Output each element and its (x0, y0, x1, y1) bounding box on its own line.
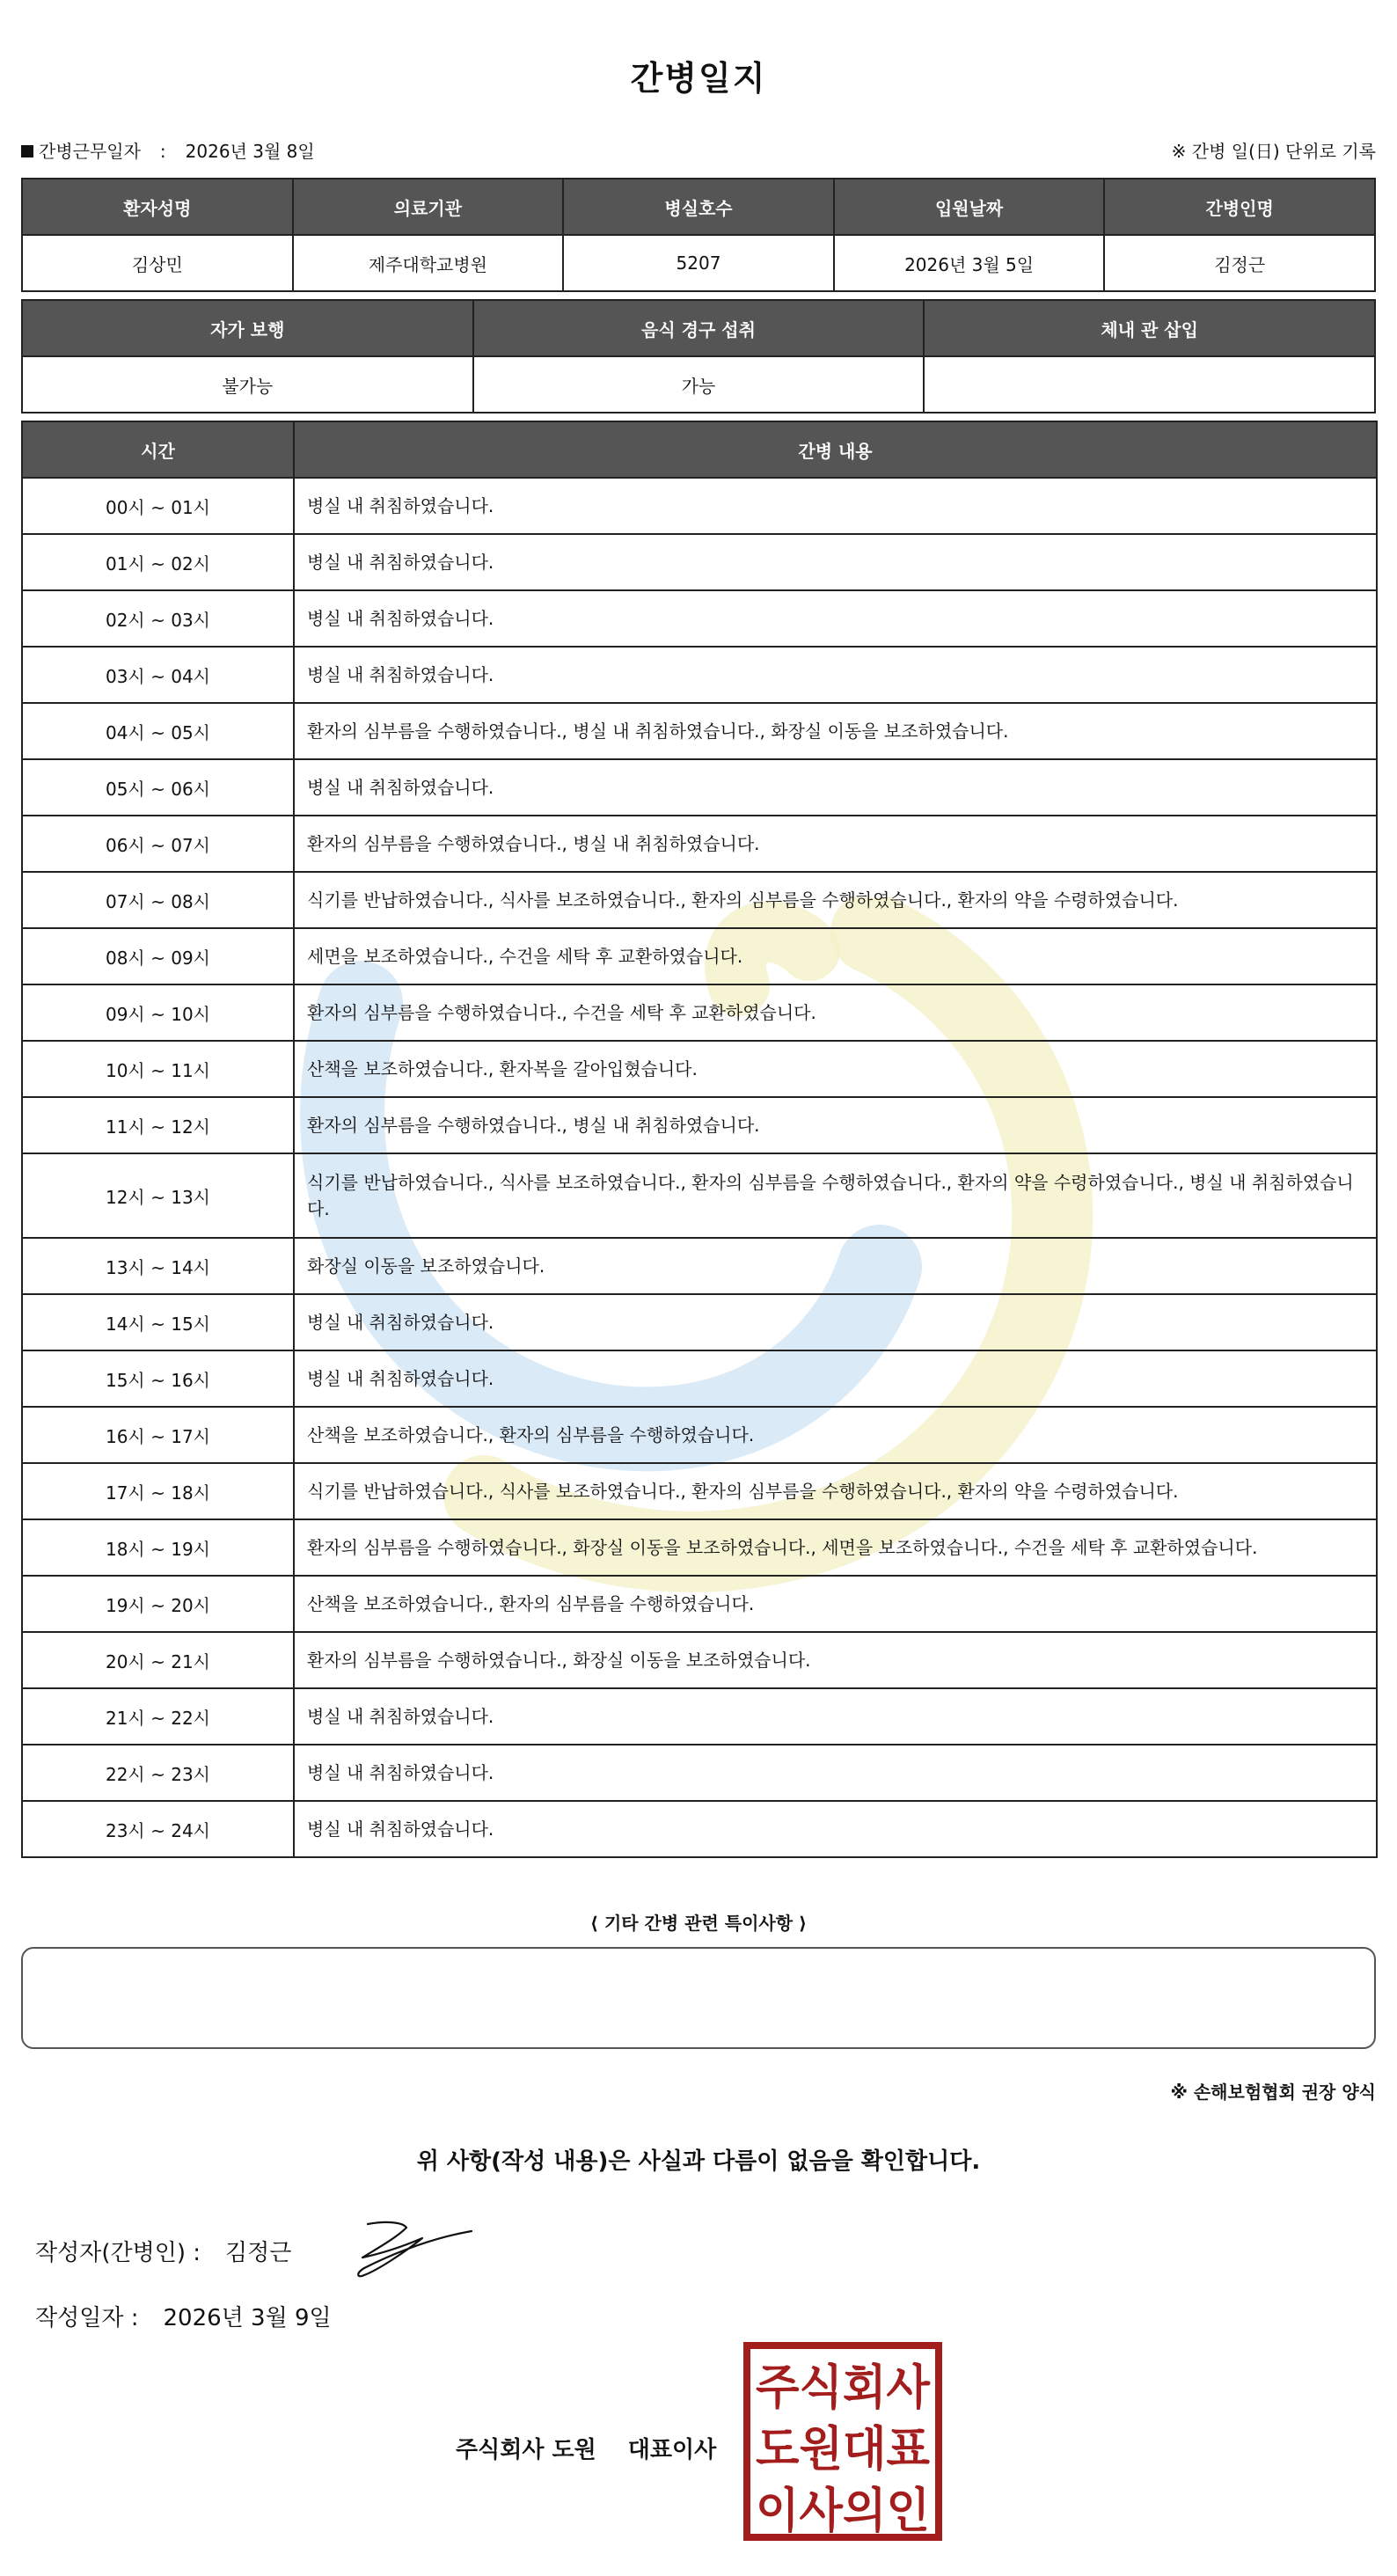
log-time: 04시 ~ 05시 (22, 703, 294, 759)
table-row (22, 1153, 1377, 1238)
header-care-content: 간병 내용 (294, 421, 1377, 478)
table-row (22, 1238, 1377, 1294)
patient-status-table (21, 299, 1376, 413)
table-row (22, 1745, 1377, 1801)
log-content: 병실 내 취침하였습니다. (294, 1294, 1377, 1350)
log-time: 19시 ~ 20시 (22, 1576, 294, 1632)
log-content: 식기를 반납하였습니다., 식사를 보조하였습니다., 환자의 심부름을 수행하였습니다., 환자의 약을 수령하였습니다. (294, 1463, 1377, 1519)
log-content: 병실 내 취침하였습니다. (294, 1801, 1377, 1857)
log-content: 병실 내 취침하였습니다. (294, 590, 1377, 647)
room-number: 5207 (563, 235, 834, 291)
log-time: 03시 ~ 04시 (22, 647, 294, 703)
self-walking-value: 불가능 (22, 356, 473, 413)
work-date-label: 간병근무일자 (39, 141, 141, 162)
table-row (22, 1463, 1377, 1519)
log-content: 화장실 이동을 보조하였습니다. (294, 1238, 1377, 1294)
header-patient-name: 환자성명 (22, 179, 293, 235)
log-content: 환자의 심부름을 수행하였습니다., 병실 내 취침하였습니다. (294, 1097, 1377, 1153)
log-time: 08시 ~ 09시 (22, 928, 294, 984)
log-time: 07시 ~ 08시 (22, 872, 294, 928)
svg-text:주식회사: 주식회사 (756, 2360, 931, 2415)
patient-status-header-row (22, 300, 1375, 356)
log-time: 11시 ~ 12시 (22, 1097, 294, 1153)
representative-title: 대표이사 (627, 2437, 717, 2463)
care-log-header-row (22, 421, 1377, 478)
table-row (22, 590, 1377, 647)
care-log-body (22, 478, 1377, 1857)
log-content: 병실 내 취침하였습니다. (294, 534, 1377, 590)
log-content: 환자의 심부름을 수행하였습니다., 화장실 이동을 보조하였습니다. (294, 1632, 1377, 1688)
write-date-label: 작성일자 : (35, 2305, 139, 2331)
log-content: 병실 내 취침하였습니다. (294, 1745, 1377, 1801)
log-content: 병실 내 취침하였습니다. (294, 478, 1377, 534)
writer-label: 작성자(간병인) : (35, 2240, 201, 2266)
log-time: 02시 ~ 03시 (22, 590, 294, 647)
table-row (22, 1350, 1377, 1407)
patient-info-table (21, 178, 1376, 292)
table-row (22, 478, 1377, 534)
special-notes-box (21, 1947, 1376, 2049)
log-time: 21시 ~ 22시 (22, 1688, 294, 1745)
log-content: 산책을 보조하였습니다., 환자의 심부름을 수행하였습니다. (294, 1576, 1377, 1632)
svg-text:도원대표: 도원대표 (756, 2421, 930, 2477)
writer-name: 김정근 (225, 2240, 292, 2266)
caregiver-name: 김정근 (1104, 235, 1375, 291)
log-time: 09시 ~ 10시 (22, 984, 294, 1041)
log-time: 16시 ~ 17시 (22, 1407, 294, 1463)
table-row (22, 534, 1377, 590)
log-time: 20시 ~ 21시 (22, 1632, 294, 1688)
log-time: 10시 ~ 11시 (22, 1041, 294, 1097)
special-notes-label: ⟨ 기타 간병 관련 특이사항 ⟩ (589, 1913, 808, 1934)
table-row (22, 984, 1377, 1041)
log-time: 17시 ~ 18시 (22, 1463, 294, 1519)
log-time: 12시 ~ 13시 (22, 1153, 294, 1238)
log-content: 병실 내 취침하였습니다. (294, 647, 1377, 703)
log-time: 13시 ~ 14시 (22, 1238, 294, 1294)
table-row (22, 1688, 1377, 1745)
header-tube-insertion: 체내 관 삽입 (924, 300, 1375, 356)
table-row (22, 1576, 1377, 1632)
table-row (22, 703, 1377, 759)
hospital-name: 제주대학교병원 (293, 235, 564, 291)
header-hospital: 의료기관 (293, 179, 564, 235)
patient-status-value-row (22, 356, 1375, 413)
writer-line (35, 2235, 291, 2267)
log-content: 환자의 심부름을 수행하였습니다., 화장실 이동을 보조하였습니다., 세면을 보조하였습니다., 수건을 세탁 후 교환하였습니다. (294, 1519, 1377, 1576)
log-content: 환자의 심부름을 수행하였습니다., 수건을 세탁 후 교환하였습니다. (294, 984, 1377, 1041)
patient-info-header-row (22, 179, 1375, 235)
header-self-walking: 자가 보행 (22, 300, 473, 356)
write-date-line (35, 2300, 332, 2332)
table-row (22, 928, 1377, 984)
log-time: 01시 ~ 02시 (22, 534, 294, 590)
confirm-statement: 위 사항(작성 내용)은 사실과 다름이 없음을 확인합니다. (416, 2148, 981, 2175)
recommend-note: ※ 손해보험협회 권장 양식 (1170, 2082, 1376, 2103)
table-row (22, 1294, 1377, 1350)
tube-insertion-value (924, 356, 1375, 413)
patient-name: 김상민 (22, 235, 293, 291)
table-row (22, 816, 1377, 872)
unit-note: ※ 간병 일(日) 단위로 기록 (1171, 141, 1376, 162)
header-room-number: 병실호수 (563, 179, 834, 235)
header-time: 시간 (22, 421, 294, 478)
table-row (22, 759, 1377, 816)
signature-icon (352, 2217, 475, 2280)
log-content: 식기를 반납하였습니다., 식사를 보조하였습니다., 환자의 심부름을 수행하였습니다., 환자의 약을 수령하였습니다. (294, 872, 1377, 928)
work-date-line (21, 137, 315, 163)
company-name: 주식회사 도원 (456, 2437, 596, 2463)
work-date-value: 2026년 3월 8일 (185, 141, 315, 162)
table-row (22, 1632, 1377, 1688)
log-content: 병실 내 취침하였습니다. (294, 759, 1377, 816)
table-row (22, 1041, 1377, 1097)
log-content: 병실 내 취침하였습니다. (294, 1688, 1377, 1745)
log-content: 병실 내 취침하였습니다. (294, 1350, 1377, 1407)
log-content: 식기를 반납하였습니다., 식사를 보조하였습니다., 환자의 심부름을 수행하였습니다., 환자의 약을 수령하였습니다., 병실 내 취침하였습니다. (294, 1153, 1377, 1238)
log-content: 산책을 보조하였습니다., 환자의 심부름을 수행하였습니다. (294, 1407, 1377, 1463)
table-row (22, 647, 1377, 703)
oral-intake-value: 가능 (473, 356, 925, 413)
header-oral-intake: 음식 경구 섭취 (473, 300, 925, 356)
log-content: 환자의 심부름을 수행하였습니다., 병실 내 취침하였습니다., 화장실 이동을 보조하였습니다. (294, 703, 1377, 759)
admission-date: 2026년 3월 5일 (834, 235, 1105, 291)
work-date-separator: : (159, 141, 166, 162)
log-content: 산책을 보조하였습니다., 환자복을 갈아입혔습니다. (294, 1041, 1377, 1097)
log-time: 14시 ~ 15시 (22, 1294, 294, 1350)
log-time: 06시 ~ 07시 (22, 816, 294, 872)
log-time: 22시 ~ 23시 (22, 1745, 294, 1801)
table-row (22, 872, 1377, 928)
table-row (22, 1801, 1377, 1857)
document-title: 간병일지 (630, 59, 767, 98)
log-time: 00시 ~ 01시 (22, 478, 294, 534)
table-row (22, 1407, 1377, 1463)
log-time: 18시 ~ 19시 (22, 1519, 294, 1576)
company-line (456, 2432, 716, 2464)
log-content: 환자의 심부름을 수행하였습니다., 병실 내 취침하였습니다. (294, 816, 1377, 872)
log-content: 세면을 보조하였습니다., 수건을 세탁 후 교환하였습니다. (294, 928, 1377, 984)
header-admission-date: 입원날짜 (834, 179, 1105, 235)
log-time: 23시 ~ 24시 (22, 1801, 294, 1857)
table-row (22, 1519, 1377, 1576)
header-caregiver-name: 간병인명 (1104, 179, 1375, 235)
write-date-value: 2026년 3월 9일 (163, 2305, 332, 2331)
square-bullet-icon (21, 145, 33, 157)
patient-info-value-row (22, 235, 1375, 291)
care-log-table (21, 421, 1378, 1858)
company-seal-icon (743, 2342, 942, 2541)
table-row (22, 1097, 1377, 1153)
log-time: 05시 ~ 06시 (22, 759, 294, 816)
svg-text:이사의인: 이사의인 (756, 2483, 930, 2538)
log-time: 15시 ~ 16시 (22, 1350, 294, 1407)
